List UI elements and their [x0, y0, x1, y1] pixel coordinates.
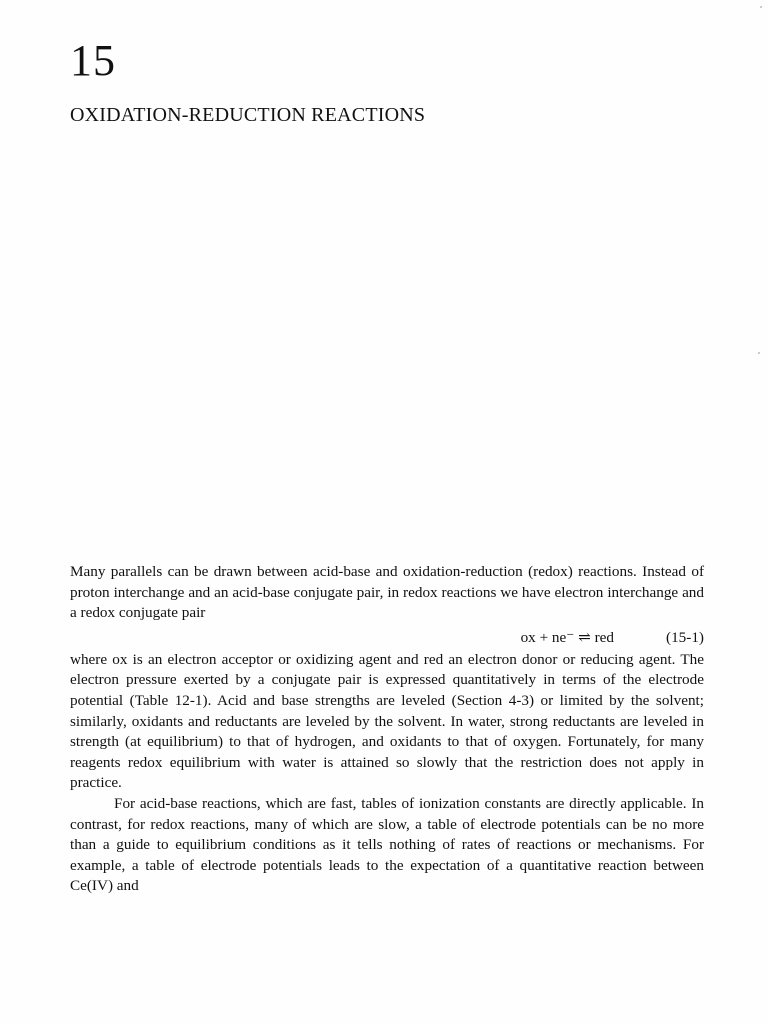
- chapter-number: 15: [70, 36, 116, 85]
- equation-number: (15-1): [666, 628, 704, 646]
- equation-expression: ox + ne⁻ ⇌ red: [520, 628, 614, 646]
- chapter-title: OXIDATION-REDUCTION REACTIONS: [70, 104, 426, 126]
- equation-15-1: [70, 626, 704, 650]
- paragraph-acid-base-comparison: For acid-base reactions, which are fast, tables of ionization constants are directly applicable. In contrast, for redox reactions, many of which are slow, a table of electrode potentials can be no more than a guide to equilibrium conditions as it tells nothing of rates of reactions or mechanisms. For example, a table of electrode potentials leads to the expectation of a quantitative reaction between Ce(IV) and: [70, 794, 704, 895]
- paragraph-electrode-potential: where ox is an electron acceptor or oxidizing agent and red an electron donor or reducing agent. The electron pressure exerted by a conjugate pair is expressed quantitatively in terms of the electrode potential (Table 12-1). Acid and base strengths are leveled (Section 4-3) or limited by the solvent; similarly, oxidants and reductants are leveled by the solvent. In water, strong reductants are leveled in strength (at equilibrium) to that of hydrogen, and oxidants to that of oxygen. Fortunately, for many reagents redox equilibrium with water is attained so slowly that the restriction does not apply in practice.: [70, 650, 704, 792]
- paragraph-intro: Many parallels can be drawn between acid-base and oxidation-reduction (redox) reactions. Instead of proton interchange and an acid-base conjugate pair, in redox reactions we have electron interchange and a redox conjugate pair: [70, 563, 704, 622]
- scan-artifact-mark: [760, 6, 762, 8]
- scan-artifact-mark: [758, 352, 760, 354]
- body-text: [70, 562, 704, 897]
